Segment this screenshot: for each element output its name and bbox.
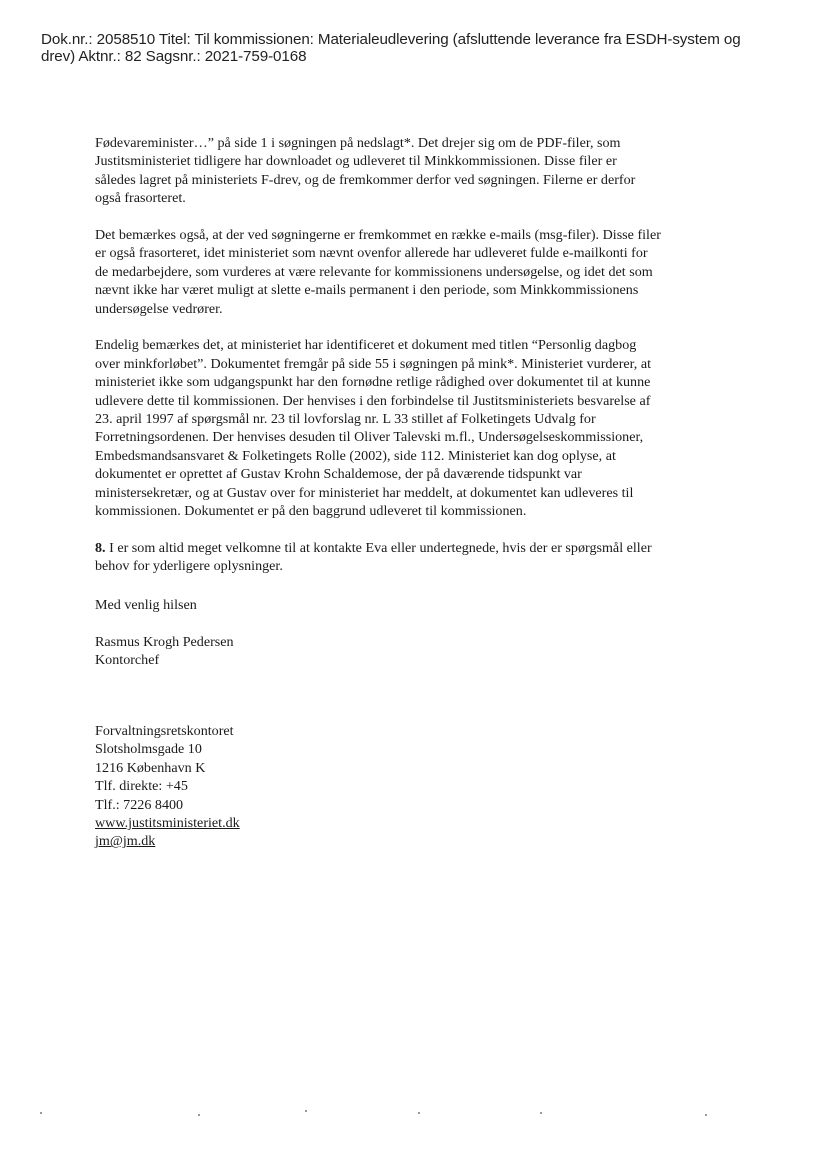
scan-speck [705,1114,707,1116]
letter-body [95,134,745,594]
text-line: nævnt ikke har været muligt at slette e-mails permanent i den periode, som Minkkommissionens [95,282,639,299]
email-link[interactable]: jm@jm.dk [95,833,156,850]
text-line: 23. april 1997 af spørgsmål nr. 23 til lovforslag nr. L 33 stillet af Folketingets Udvalg for [95,411,596,428]
paragraph-pdf-files [95,134,745,208]
scan-speck [198,1114,200,1116]
text-line: således lagret på ministeriets F-drev, og de fremkommer derfor ved søgningen. Filerne er derfor [95,171,636,188]
text-line [95,539,745,557]
text-line: udlevere dette til kommissionen. Der henvises i den forbindelse til Justitsministeriets besvarelse af [95,392,651,409]
scan-speck [305,1110,307,1112]
phone-direct: Tlf. direkte: +45 [95,778,188,795]
header-line-2: drev) Aktnr.: 82 Sagsnr.: 2021-759-0168 [41,48,307,65]
text-line: Det bemærkes også, at der ved søgningerne er fremkommet en række e-mails (msg-filer). Disse filer [95,227,661,244]
postal-city: 1216 København K [95,759,206,776]
text-line: Endelig bemærkes det, at ministeriet har identificeret et dokument med titlen “Personlig dagbog [95,337,637,354]
street-address: Slotsholmsgade 10 [95,741,202,758]
text-fragment: I er som altid meget velkomne til at kontakte Eva eller undertegnede, hvis der er spørgsmål eller [105,539,652,556]
scan-artifacts [0,1100,828,1120]
text-line: dokumentet er oprettet af Gustav Krohn Schaldemose, der på daværende tidspunkt var [95,466,582,483]
signer [95,633,234,670]
text-line: kommissionen. Dokumentet er på den baggrund udleveret til kommissionen. [95,503,527,520]
text-line: ministersekretær, og at Gustav over for ministeriet har meddelt, at dokumentet kan udleveres til [95,484,634,501]
phone-main: Tlf.: 7226 8400 [95,796,184,813]
signer-name: Rasmus Krogh Pedersen [95,633,234,650]
text-line: er også frasorteret, idet ministeriet som nævnt ovenfor allerede har udleveret fulde e-mailkonti for [95,245,648,262]
text-line: Justitsministeriet tidligere har downloadet og udleveret til Minkkommissionen. Disse filer er [95,153,617,170]
signer-title: Kontorchef [95,652,160,669]
office-name: Forvaltningsretskontoret [95,723,234,739]
website-line [95,814,240,832]
text-line: også frasorteret. [95,190,186,207]
text-line: over minkforløbet”. Dokumentet fremgår på side 55 i søgningen på mink*. Ministeriet vurderer, at [95,355,651,372]
paragraph-emails [95,226,745,318]
scan-speck [418,1112,420,1114]
paragraph-number: 8. [95,539,106,556]
text-line: Fødevareminister…” på side 1 i søgningen på nedslagt*. Det drejer sig om de PDF-filer, som [95,135,621,151]
address-block [95,722,240,851]
paragraph-contact [95,539,745,576]
signature-block [95,596,234,670]
scan-speck [540,1112,542,1114]
text-line: de medarbejdere, som vurderes at være relevante for kommissionens undersøgelse, og idet det som [95,263,653,280]
email-line [95,832,240,850]
text-line: undersøgelse vedrører. [95,300,223,317]
scan-speck [40,1112,42,1114]
website-link[interactable]: www.justitsministeriet.dk [95,815,240,832]
text-line: Embedsmandsansvaret & Folketingets Rolle (2002), side 112. Ministeriet kan dog oplyse, at [95,447,616,464]
header-line-1: Dok.nr.: 2058510 Titel: Til kommissionen: Materialeudlevering (afsluttende leverance fra ESDH-system og [41,31,741,48]
text-line: ministeriet ikke som udgangspunkt har den fornødne retlige rådighed over dokumentet til at kunne [95,374,651,391]
paragraph-diary [95,336,745,520]
text-line: Forretningsordenen. Der henvises desuden til Oliver Talevski m.fl., Undersøgelseskommissioner, [95,429,644,446]
text-line: behov for yderligere oplysninger. [95,558,283,575]
closing-greeting: Med venlig hilsen [95,597,197,613]
document-header [41,31,811,65]
